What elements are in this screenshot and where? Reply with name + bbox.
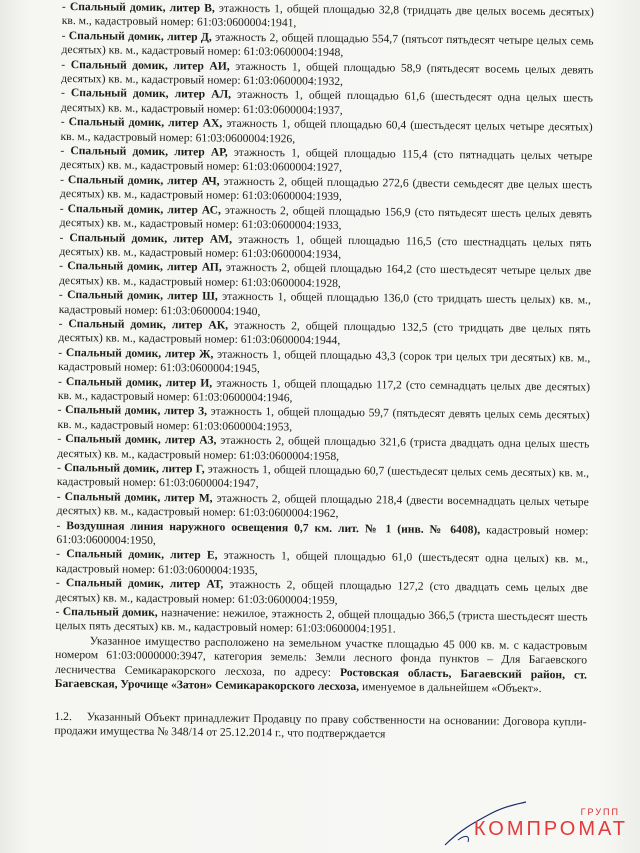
entry-litera: литер Ж, <box>164 346 214 361</box>
entry-litera: литер АИ, <box>173 58 230 73</box>
entry-prefix: - <box>58 316 69 331</box>
entry-litera: литер З, <box>163 404 208 418</box>
entry-kind: Спальный домик, <box>70 57 168 72</box>
entry-litera: литер АХ, <box>168 116 223 130</box>
entry-details: этажность 2, общей площадью 164,2 (сто шестьдесят четыре целых две десятых) кв. м., кадастровый номер: 61:03:0600004:1928, <box>58 261 592 290</box>
entry-kind: Спальный домик, <box>70 144 169 159</box>
entry-litera: литер М, <box>164 490 213 505</box>
entry-litera: литер АП, <box>167 260 222 274</box>
entry-litera: литер Ш, <box>167 289 218 303</box>
document-body <box>54 0 594 744</box>
entry-prefix: - <box>61 57 71 71</box>
entry-prefix: - <box>60 144 71 158</box>
entry-details: этажность 1, общей площадью 59,7 (пятьдесят девять целых семь десятых) кв. м., кадастровый номер: 61:03:0600004:1953, <box>57 404 590 434</box>
entry-kind: Спальный домик, <box>68 28 164 43</box>
entry-prefix: - <box>60 172 68 186</box>
entry-details: этажность 2, общей площадью 218,4 (двести восемнадцать целых четыре десятых) кв. м., кадастровый номер: 61:03:0600004:1962, <box>56 491 589 521</box>
entry-details: этажность 1, общей площадью 117,2 (сто семнадцать целых две десятых) кв. м., кадастровый номер: 61:03:0600004:1946, <box>57 376 591 405</box>
watermark <box>458 807 628 841</box>
entry-kind: Спальный домик, <box>65 403 161 418</box>
entry-litera: литер АЧ, <box>167 173 220 188</box>
watermark-top: ГРУПП <box>580 807 620 817</box>
entry-prefix: - <box>57 460 65 475</box>
entry-details: этажность 1, общей площадью 61,6 (шестьдесят одна целых шесть десятых) кв. м., кадастровый номер: 61:03:0600004:1937, <box>60 88 594 117</box>
location-text-2: именуемое в дальнейшем «Объект». <box>359 680 542 696</box>
location-address: Ростовская область, Багаевский район, ст. Багаевская, Урочище «Затон» Семикаракорского лесхоза, <box>54 665 588 694</box>
entry-litera: литер АК, <box>171 318 229 332</box>
entry-details: этажность 1, общей площадью 116,5 (сто шестнадцать целых пять десятых) кв. м., кадастровый номер: 61:03:0600004:1934, <box>59 232 592 261</box>
entry-prefix: - <box>57 374 67 388</box>
entry-litera: литер И, <box>165 375 213 390</box>
entry-details: этажность 2, общей площадью 127,2 (сто двадцать семь целых две десятых) кв. м., кадастровый номер: 61:03:0600004:1959, <box>55 577 588 607</box>
entry-kind: Спальный домик, <box>69 230 168 245</box>
entry-prefix: - <box>61 0 70 14</box>
entry-details: этажность 1, общей площадью 43,3 (сорок три целых три десятых) кв. м., кадастровый номер: 61:03:0600004:1945, <box>58 347 591 376</box>
entry-kind: Спальный домик, <box>67 259 164 274</box>
entry-prefix: - <box>58 288 68 302</box>
entry-details: кадастровый номер: 61:03:0600004:1950, <box>56 523 589 548</box>
entry-details: этажность 1, общей площадью 58,9 (пятьдесят восемь целых девять десятых) кв. м., кадастровый номер: 61:03:0600004:1932, <box>61 59 594 88</box>
entry-kind: Спальный домик, <box>64 461 159 476</box>
entry-prefix: - <box>56 547 67 561</box>
entry-details: этажность 1, общей площадью 60,7 (шестьдесят целых семь десятых) кв. м., кадастровый номер: 61:03:0600004:1947, <box>56 462 590 491</box>
entry-details: этажность 1, общей площадью 32,8 (тридцать две целых восемь десятых) кв. м., кадастровый номер: 61:03:0600004:1941, <box>61 1 594 30</box>
entry-kind: Спальный домик, <box>64 489 161 504</box>
entry-prefix: - <box>56 489 65 503</box>
entry-prefix: - <box>60 115 69 129</box>
entry-litera: литер В, <box>169 1 215 15</box>
entry-kind: Спальный домик, <box>65 345 162 360</box>
entry-kind: Спальный домик, <box>70 86 169 101</box>
section-text: Указанный Объект принадлежит Продавцу по праву собственности на основании: Договора купли-продажи имущества № 348/14 от 25.12.2014 г., что подтверждается <box>54 709 587 741</box>
entry-prefix: - <box>59 201 68 215</box>
entry-prefix: - <box>58 345 66 359</box>
entry-kind: Спальный домик, <box>67 172 164 187</box>
entry-prefix: - <box>61 28 69 42</box>
property-list <box>55 0 594 639</box>
entry-prefix: - <box>56 518 67 532</box>
entry-prefix: - <box>55 605 63 619</box>
section-number: 1.2. <box>54 709 72 723</box>
entry-prefix: - <box>57 403 66 417</box>
entry-kind: Спальный домик, <box>67 201 164 216</box>
entry-details: этажность 2, общей площадью 321,6 (триста двадцать одна целых шесть десятых) кв. м., кадастровый номер: 61:03:0600004:1958, <box>57 433 590 463</box>
entry-details: этажность 1, общей площадью 115,4 (сто пятнадцать целых четыре десятых) кв. м., кадастровый номер: 61:03:0600004:1927, <box>60 145 593 175</box>
entry-prefix: - <box>60 86 72 100</box>
entry-details: этажность 2, общей площадью 156,9 (сто пятьдесят шесть целых девять десятых) кв. м., кадастровый номер: 61:03:0600004:1933, <box>59 203 592 233</box>
entry-kind: Спальный домик, <box>66 547 165 562</box>
entry-kind: Воздушная линия наружного освещения 0,7 км. лит. № 1 (инв. № 6408), <box>66 518 481 537</box>
entry-details: этажность 2, общей площадью 554,7 (пятьсот пятьдесят четыре целых семь десятых) кв. м., кадастровый номер: 61:03:0600004:1948, <box>61 30 594 60</box>
watermark-main: КОМПРОМАТ <box>473 818 628 840</box>
entry-details: этажность 2, общей площадью 132,5 (сто тридцать две целых пять десятых) кв. м., кадастровый номер: 61:03:0600004:1944, <box>58 318 591 348</box>
entry-kind: Спальный домик, <box>62 605 158 620</box>
entry-litera: литер АР, <box>174 145 228 159</box>
entry-litera: литер Д, <box>167 29 212 44</box>
entry-details: этажность 1, общей площадью 60,4 (шестьдесят целых четыре десятых) кв. м., кадастровый номер: 61:03:0600004:1926, <box>60 116 593 146</box>
entry-kind: Спальный домик, <box>69 0 166 15</box>
entry-details: этажность 1, общей площадью 136,0 (сто тридцать шесть целых) кв. м., кадастровый номер: 61:03:0600004:1940, <box>58 289 591 318</box>
entry-kind: Спальный домик, <box>67 288 164 303</box>
entry-prefix: - <box>59 230 70 244</box>
entry-kind: Спальный домик, <box>68 115 165 130</box>
entry-prefix: - <box>57 432 66 446</box>
entry-litera: литер Е, <box>170 548 218 563</box>
entry-litera: литер АМ, <box>173 231 233 246</box>
entry-details: этажность 2, общей площадью 272,6 (двести семьдесят две целых шесть десятых) кв. м., кадастровый номер: 61:03:0600004:1939, <box>59 174 593 204</box>
entry-kind: Спальный домик, <box>65 374 162 389</box>
entry-details: этажность 1, общей площадью 61,0 (шестьдесят одна целых) кв. м., кадастровый номер: 61:03:0600004:1935, <box>55 549 589 577</box>
entry-kind: Спальный домик, <box>65 576 164 591</box>
entry-prefix: - <box>55 576 66 590</box>
location-text-1: Указанное имущество расположено на земельном участке площадью 45 000 кв. м. с кадастровым номером 61:03:0000000:3947, категория земель: Земли лесного фонда пунктов – Для Багаевского лесничества Семикаракорского лесхоза, по адресу: <box>54 634 588 679</box>
entry-details: назначение: нежилое, этажность 2, общей площадью 366,5 (триста шестьдесят шесть целых пять десятых) кв. м., кадастровый номер: 61:03:0600004:1951. <box>55 606 588 636</box>
section-1-2 <box>54 709 586 743</box>
location-paragraph <box>55 634 588 697</box>
entry-kind: Спальный домик, <box>65 432 161 447</box>
entry-litera: литер Г, <box>161 462 205 476</box>
entry-litera: литер АС, <box>167 202 221 217</box>
entry-litera: литер АЗ, <box>164 433 217 447</box>
entry-litera: литер АЛ, <box>174 87 232 102</box>
entry-kind: Спальный домик, <box>68 317 167 332</box>
entry-prefix: - <box>59 259 68 273</box>
entry-litera: литер АТ, <box>169 577 224 591</box>
